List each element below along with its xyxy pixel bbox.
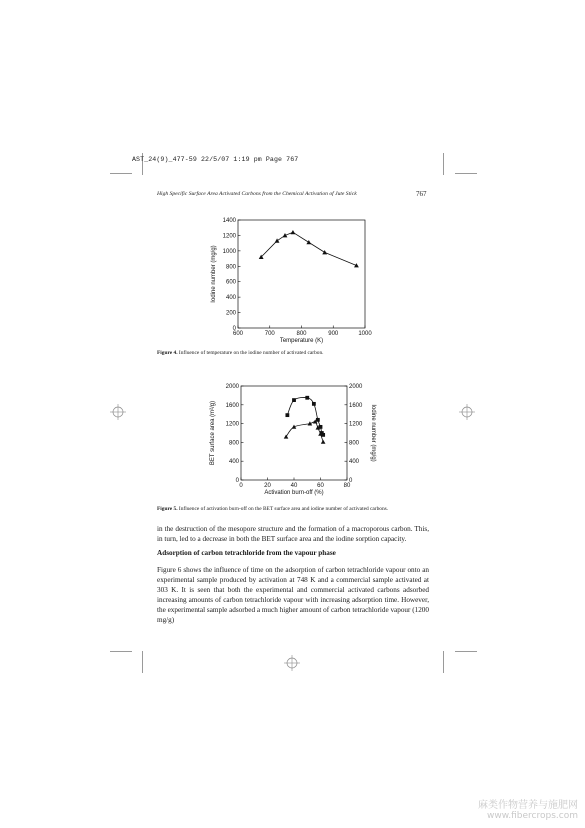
y-tick-label: 1200 bbox=[225, 421, 239, 428]
crop-mark bbox=[455, 651, 477, 652]
data-point bbox=[321, 440, 326, 444]
y-tick-label: 0 bbox=[235, 478, 239, 484]
y-tick-label: 1200 bbox=[222, 233, 236, 240]
watermark bbox=[458, 796, 578, 821]
data-point bbox=[312, 402, 316, 406]
data-point bbox=[305, 396, 309, 400]
y-right-tick-label: 800 bbox=[349, 440, 360, 447]
plot-frame bbox=[238, 220, 365, 328]
page-number: 767 bbox=[416, 190, 427, 198]
data-point bbox=[316, 418, 320, 422]
y-axis-label: BET surface area (m²/g) bbox=[210, 400, 216, 466]
watermark-text: 麻类作物营养与施肥网 bbox=[478, 800, 578, 811]
y-tick-label: 200 bbox=[225, 310, 236, 317]
data-point bbox=[322, 250, 327, 254]
crop-mark bbox=[443, 153, 444, 175]
figure-4-caption bbox=[157, 350, 324, 356]
y-right-tick-label: 1600 bbox=[349, 402, 363, 409]
data-point bbox=[354, 263, 359, 267]
figure-4-caption-label: Figure 4. bbox=[157, 350, 178, 356]
series-curve bbox=[286, 422, 323, 442]
data-point bbox=[292, 425, 297, 429]
crop-mark bbox=[443, 651, 444, 673]
y-axis-label: Iodine number (mg/g) bbox=[211, 245, 217, 303]
figure-5-chart bbox=[205, 380, 380, 502]
y-tick-label: 1400 bbox=[222, 218, 236, 224]
y-right-tick-label: 0 bbox=[349, 478, 353, 484]
figure-5-caption-label: Figure 5. bbox=[157, 506, 178, 512]
crop-mark bbox=[142, 651, 143, 673]
x-tick-label: 80 bbox=[343, 483, 351, 489]
y-tick-label: 2000 bbox=[225, 384, 239, 390]
data-point bbox=[291, 230, 296, 234]
x-tick-label: 800 bbox=[296, 331, 307, 337]
data-point bbox=[285, 413, 289, 417]
registration-mark bbox=[110, 404, 126, 420]
registration-mark bbox=[284, 655, 300, 671]
section-heading: Adsorption of carbon tetrachloride from the vapour phase bbox=[157, 549, 336, 557]
y-tick-label: 800 bbox=[225, 264, 236, 271]
y-tick-label: 400 bbox=[228, 459, 239, 466]
crop-mark bbox=[455, 173, 477, 174]
figure-5-caption-text: Influence of activation burn-off on the BET surface area and iodine number of activated carbons. bbox=[178, 506, 389, 512]
figure-4-chart bbox=[205, 214, 375, 346]
data-point bbox=[284, 434, 289, 438]
y-right-tick-label: 2000 bbox=[349, 384, 363, 390]
y-right-tick-label: 1200 bbox=[349, 421, 363, 428]
crop-mark bbox=[110, 651, 132, 652]
data-point bbox=[292, 398, 296, 402]
y-tick-label: 400 bbox=[225, 295, 236, 302]
watermark-url: www.fibercrops.com bbox=[487, 811, 578, 821]
y-right-tick-label: 400 bbox=[349, 459, 360, 466]
x-tick-label: 900 bbox=[328, 331, 339, 337]
figure-5-caption bbox=[157, 506, 388, 512]
y-tick-label: 1000 bbox=[222, 248, 236, 255]
data-point bbox=[275, 238, 280, 242]
x-tick-label: 1000 bbox=[358, 331, 372, 337]
y-tick-label: 1600 bbox=[225, 402, 239, 409]
y-right-axis-label: Iodine number (mg/g) bbox=[370, 404, 376, 462]
crop-mark bbox=[110, 173, 132, 174]
x-tick-label: 600 bbox=[232, 331, 244, 337]
print-slug: AST_24(9)_477-59 22/5/07 1:19 pm Page 767 bbox=[132, 156, 299, 163]
x-tick-label: 20 bbox=[264, 483, 271, 489]
x-tick-label: 60 bbox=[317, 483, 324, 489]
body-paragraph: Figure 6 shows the influence of time on the adsorption of carbon tetrachloride vapour onto an experimental sample produced by activation at 748 K and a commercial sample activated at 303 K. It is seen that both the experimental and commercial activated carbons adsorbed increasing amounts of carbon tetrachloride vapour with increasing adsorption time. However, the experimental sample adsorbed a much higher amount of carbon tetrachloride vapour (1200 mg/g) bbox=[157, 566, 429, 624]
x-tick-label: 700 bbox=[264, 331, 275, 337]
y-tick-label: 0 bbox=[232, 326, 236, 332]
y-tick-label: 800 bbox=[228, 440, 239, 447]
x-tick-label: 0 bbox=[239, 483, 243, 489]
registration-mark bbox=[459, 404, 475, 420]
x-tick-label: 40 bbox=[290, 483, 298, 489]
x-axis-label: Activation burn-off (%) bbox=[264, 490, 324, 496]
running-head: High Specific Surface Area Activated Carbons from the Chemical Activation of Jute Stick bbox=[157, 191, 357, 197]
series-line bbox=[261, 232, 356, 265]
x-axis-label: Temperature (K) bbox=[279, 338, 324, 344]
y-tick-label: 600 bbox=[225, 279, 236, 286]
data-point bbox=[306, 240, 311, 244]
figure-4-caption-text: Influence of temperature on the iodine number of activated carbon. bbox=[178, 350, 324, 356]
body-paragraph: in the destruction of the mesopore structure and the formation of a macroporous carbon. This, in turn, led to a decrease in both the BET surface area and the iodine sorption capacity. bbox=[157, 525, 429, 543]
